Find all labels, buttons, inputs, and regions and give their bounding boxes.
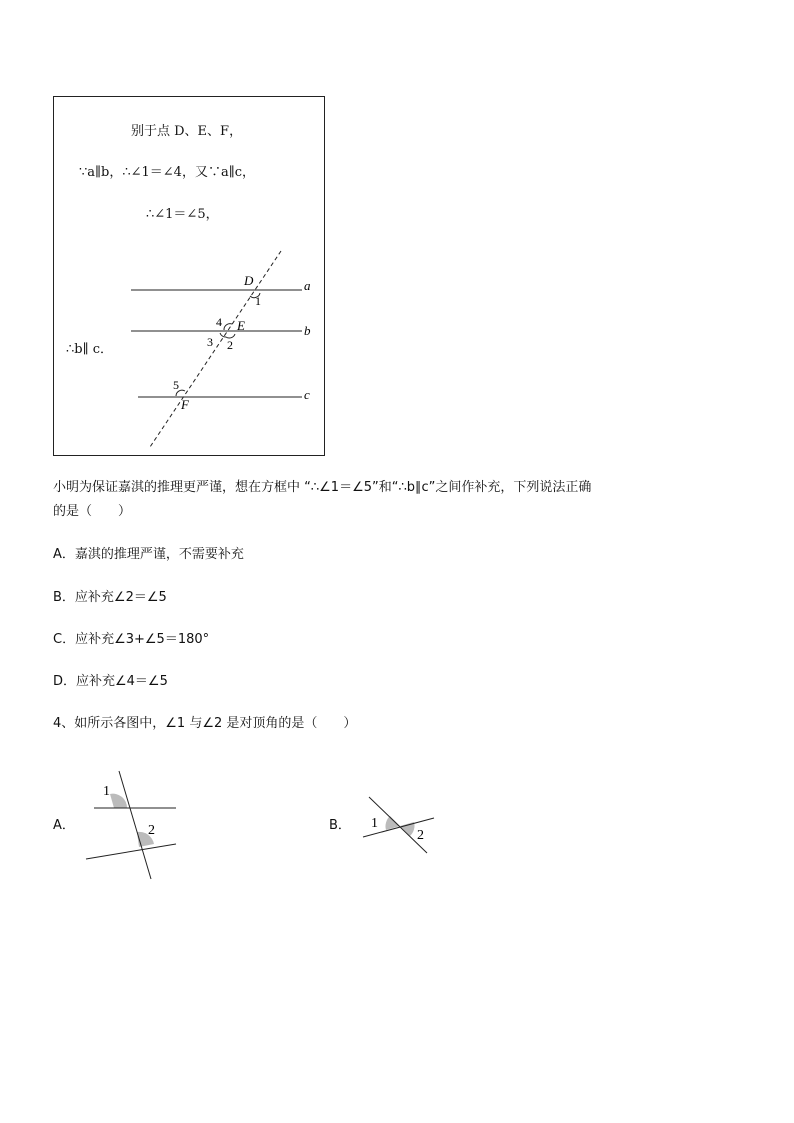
q4-option-b-label[interactable]: B．	[329, 818, 351, 833]
proof-line-3: ∴∠1＝∠5，	[146, 207, 219, 222]
figure-a-lower-line	[86, 844, 176, 859]
label-b: b	[304, 323, 311, 338]
label-F: F	[181, 397, 189, 412]
label-a: a	[304, 278, 311, 293]
parallel-lines-figure	[54, 97, 326, 457]
proof-conclusion: ∴b∥ c．	[66, 342, 114, 357]
figure-a-label-1: 1	[103, 784, 110, 799]
option-a[interactable]: A．嘉淇的推理严谨，不需要补充	[53, 547, 244, 562]
label-D: D	[244, 273, 254, 288]
angle-1-shade	[110, 794, 127, 808]
q4-figure-b	[360, 795, 440, 865]
label-1: 1	[255, 294, 261, 308]
proof-box	[53, 96, 325, 456]
transversal-line	[150, 251, 281, 447]
proof-line-2: ∵a∥b，∴∠1＝∠4，又∵a∥c，	[79, 165, 255, 180]
question-4-prompt: 4、如所示各图中，∠1 与∠2 是对顶角的是（ ）	[53, 716, 357, 731]
question-3-prompt-line-2: 的是（ ）	[53, 504, 132, 519]
option-b[interactable]: B．应补充∠2＝∠5	[53, 590, 167, 605]
label-E: E	[237, 318, 245, 333]
figure-b-label-1: 1	[371, 816, 378, 831]
angle-arc-4	[224, 324, 232, 330]
option-d[interactable]: D．应补充∠4＝∠5	[53, 674, 168, 689]
label-c: c	[304, 387, 310, 402]
option-c[interactable]: C．应补充∠3+∠5＝180°	[53, 632, 210, 647]
figure-a-transversal	[119, 771, 151, 879]
proof-line-1: 别于点 D、E、F，	[131, 124, 243, 139]
label-5: 5	[173, 378, 179, 392]
q4-figure-a	[80, 765, 190, 885]
figure-a-label-2: 2	[148, 823, 155, 838]
q4-option-a-label[interactable]: A．	[53, 818, 75, 833]
label-2: 2	[227, 338, 233, 352]
label-3: 3	[207, 335, 213, 349]
label-4: 4	[216, 315, 222, 329]
question-3-prompt-line-1: 小明为保证嘉淇的推理更严谨，想在方框中 “∴∠1＝∠5”和“∴b∥c”之间作补充，下列说法正确	[53, 480, 592, 495]
figure-b-label-2: 2	[417, 828, 424, 843]
